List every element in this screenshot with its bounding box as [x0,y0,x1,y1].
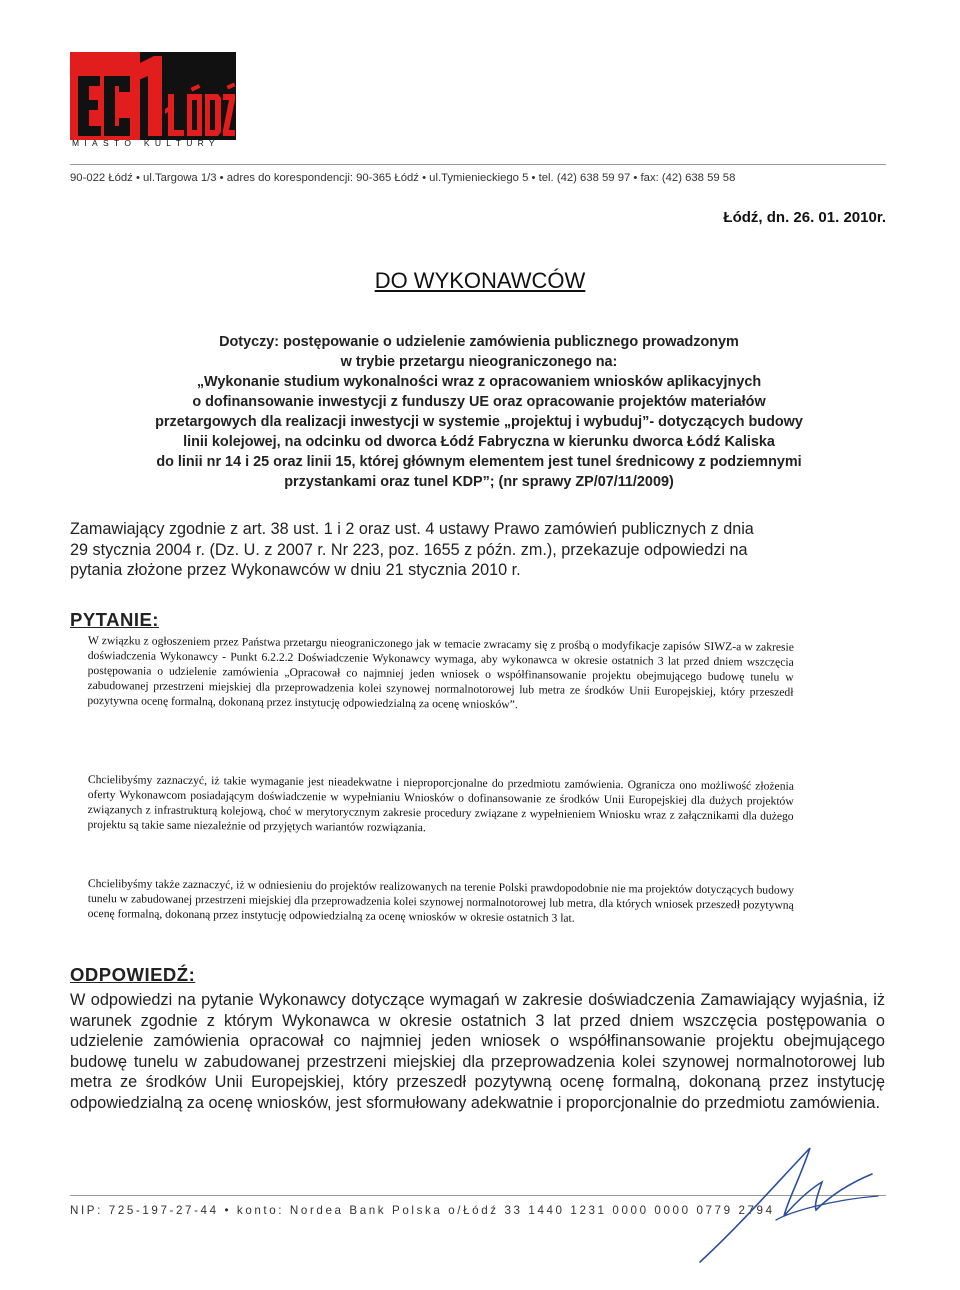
logo-tagline: MIASTO KULTURY [72,138,220,148]
subject-line: przetargowych dla realizacji inwestycji w systemie „projektuj i wybuduj”- dotyczących budowy [155,414,803,430]
answer-paragraph: W odpowiedzi na pytanie Wykonawcy dotyczące wymagań w zakresie doświadczenia Zamawiający wyjaśnia, iż warunek zgodnie z którym Wykonawca w okresie ostatnich 3 lat przed dniem wszczęcia postępowania o udzielenie zamówienia opracował co najmniej jeden wniosek o współfinansowanie projektu obejmującego budowę tunelu w zabudowanej przestrzeni miejskiej dla przeprowadzenia kolei szynowej normalnotorowej lub metra ze środków Unii Europejskiej, który przeszedł pozytywną ocenę formalną, dokonaną przez instytucję odpowiedzialną za ocenę wniosków, jest sformułowany adekwatnie i proporcjonalnie do przedmiotu zamówienia. [70,991,885,1112]
subject-line: „Wykonanie studium wykonalności wraz z opracowaniem wniosków aplikacyjnych [196,374,762,390]
handwritten-signature [680,1130,880,1270]
document-date: Łódź, dn. 26. 01. 2010r. [723,209,886,226]
intro-line: 29 stycznia 2004 r. (Dz. U. z 2007 r. Nr 223, poz. 1655 z późn. zm.), przekazuje odpowiedzi na [70,540,748,559]
subject-block [78,332,880,492]
footer-bank-info: NIP: 725-197-27-44 • konto: Nordea Bank Polska o/Łódź 33 1440 1231 0000 0000 0779 2794 [70,1204,775,1217]
subject-line: Dotyczy: postępowanie o udzielenie zamówienia publicznego prowadzonym [219,334,739,350]
question-title: PYTANIE: [70,609,159,630]
question-paragraph: Chcielibyśmy także zaznaczyć, iż w odniesieniu do projektów realizowanych na terenie Polski prawdopodobnie nie ma projektów dotyczących budowy tunelu w zabudowanej przestrzeni miejskiej dla przeprowadzenia kolei szynowej normalnotorowej lub metra, dla których wniosek przeszedł pozytywną ocenę formalną, dokonaną przez instytucję odpowiedzialną za ocenę wniosków w okresie ostatnich 3 lat. [87,877,794,925]
ec1-logo-mark [70,52,236,140]
answer-title: ODPOWIEDŹ: [70,964,196,985]
question-paragraph: W związku z ogłoszeniem przez Państwa przetargu nieograniczonego jak w temacie zwracamy się z prośbą o modyfikacje zapisów SIWZ-a w zakresie doświadczenia Wykonawcy - Punkt 6.2.2.2 Doświadczenie Wykonawcy wymaga, aby wykonawca w okresie ostatnich 3 lat przed dniem wszczęcia postępowania o udzielenie zamówienia „Opracował co najmniej jeden wniosek o współfinansowanie projektu obejmującego budowę tunelu w zabudowanej przestrzeni miejskiej dla przeprowadzenia kolei szynowej normalnotorowej lub metra ze środków Unii Europejskiej, który przeszedł pozytywna ocenę formalną, dokonaną przez instytucję odpowiedzialną za ocenę wniosków”. [87,634,794,711]
intro-line: Zamawiający zgodnie z art. 38 ust. 1 i 2 oraz ust. 4 ustawy Prawo zamówień publicznych z dnia [70,520,754,538]
header-address: 90-022 Łódź • ul.Targowa 1/3 • adres do korespondencji: 90-365 Łódź • ul.Tymienieckiego 5 • tel. (42) 638 59 97 • fax: (42) 638 59 58 [70,172,736,184]
subject-line: o dofinansowanie inwestycji z funduszy UE oraz opracowanie projektów materiałów [192,394,766,410]
question-paragraph: Chcielibyśmy zaznaczyć, iż takie wymaganie jest nieadekwatne i nieproporcjonalne do przedmiotu zamówienia. Ogranicza ono możliwość złożenia oferty Wykonawcom posiadającym doświadczenie w wypełnianiu Wniosków o dofinansowanie ze środków Unii Europejskiej dla dużych projektów związanych z infrastrukturą kolejową, choć w merytorycznym zakresie procedury związane z wypełnieniem Wniosku wraz z załącznikami dla dużego projektu są takie same niezależnie od przyjętych wariantów rozwiązania. [87,773,794,834]
header-divider [70,164,886,165]
subject-line: do linii nr 14 i 25 oraz linii 15, której głównym elementem jest tunel średnicowy z podziemnymi [156,454,802,470]
subject-line: przystankami oraz tunel KDP”; (nr sprawy ZP/07/11/2009) [284,474,674,490]
intro-line: pytania złożone przez Wykonawców w dniu 21 stycznia 2010 r. [70,561,521,579]
subject-line: linii kolejowej, na odcinku od dworca Łódź Fabryczna w kierunku dworca Łódź Kaliska [183,434,775,450]
intro-paragraph [70,519,885,581]
subject-line: w trybie przetargu nieograniczonego na: [340,354,618,370]
ec1-lodz-logo [70,52,236,152]
document-heading: DO WYKONAWCÓW [374,268,586,293]
